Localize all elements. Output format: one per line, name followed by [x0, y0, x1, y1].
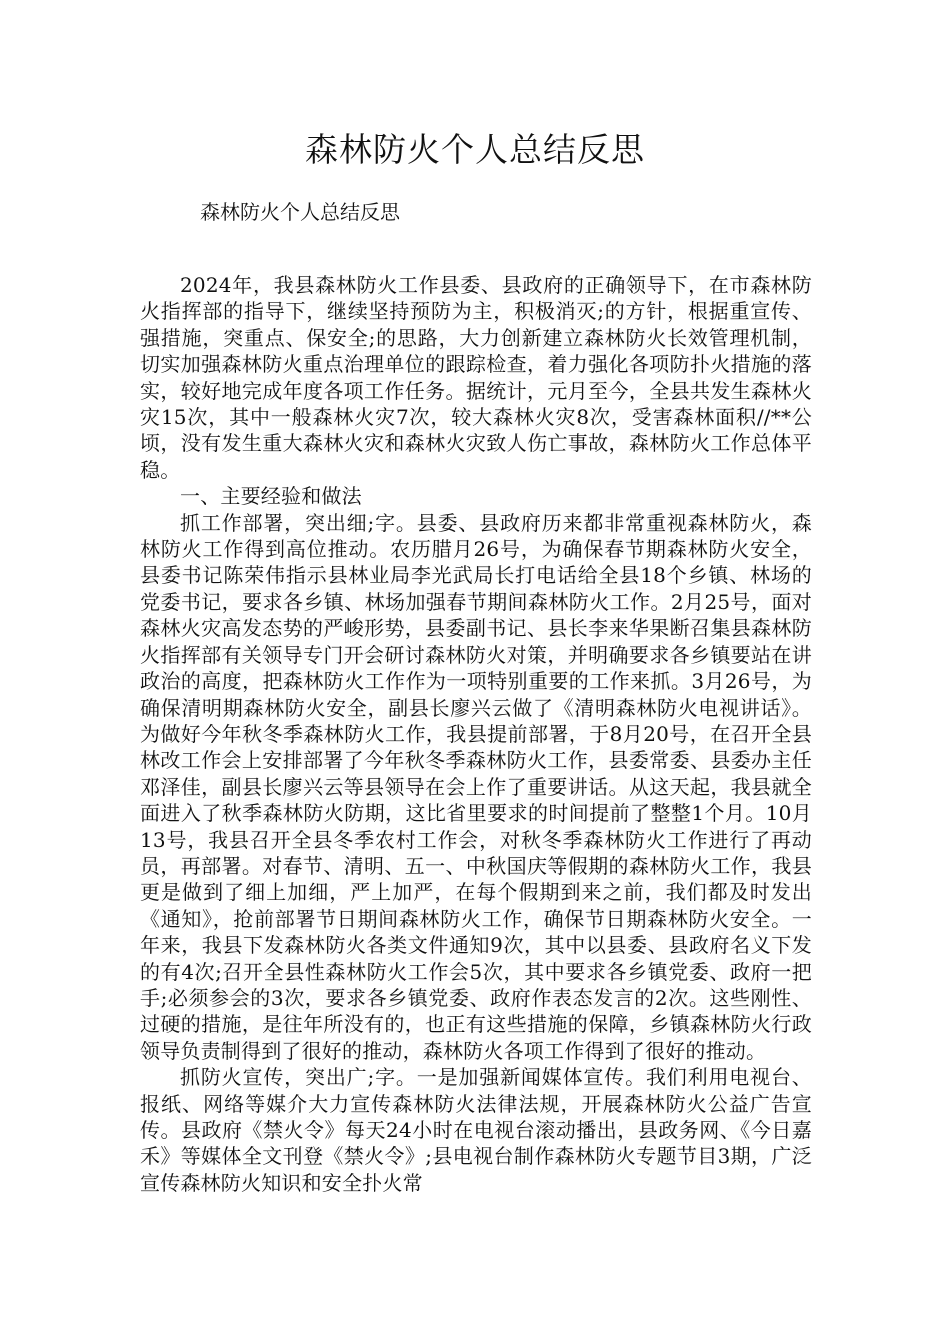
- section-heading: 一、主要经验和做法: [180, 484, 362, 509]
- paragraph-intro: 2024年，我县森林防火工作县委、县政府的正确领导下，在市森林防火指挥部的指导下，继续坚持预防为主，积极消灭;的方针，根据重宣传、强措施，突重点、保安全;的思路，大力创新建立森林防火长效管理机制，切实加强森林防火重点治理单位的跟踪检查，着力强化各项防扑火措施的落实，较好地完成年度各项工作任务。据统计，元月至今，全县共发生森林火灾15次，其中一般森林火灾7次，较大森林火灾8次，受害森林面积//**公顷，没有发生重大森林火灾和森林火灾致人伤亡事故，森林防火工作总体平稳。: [140, 273, 812, 482]
- document-subtitle: 森林防火个人总结反思: [200, 200, 400, 224]
- paragraph-fire-publicity: 抓防火宣传，突出广;字。一是加强新闻媒体宣传。我们利用电视台、报纸、网络等媒介大力宣传森林防火法律法规，开展森林防火公益广告宣传。县政府《禁火令》每天24小时在电视台滚动播出，县政务网、《今日嘉禾》等媒体全文刊登《禁火令》;县电视台制作森林防火专题节目3期，广泛宣传森林防火知识和安全扑火常: [140, 1065, 812, 1195]
- document-body: [140, 272, 812, 1196]
- document-title: 森林防火个人总结反思: [305, 130, 645, 169]
- paragraph-work-deployment: 抓工作部署，突出细;字。县委、县政府历来都非常重视森林防火，森林防火工作得到高位推动。农历腊月26号，为确保春节期森林防火安全，县委书记陈荣伟指示县林业局李光武局长打电话给全县18个乡镇、林场的党委书记，要求各乡镇、林场加强春节期间森林防火工作。2月25号，面对森林火灾高发态势的严峻形势，县委副书记、县长李来华果断召集县森林防火指挥部有关领导专门开会研讨森林防火对策，并明确要求各乡镇要站在讲政治的高度，把森林防火工作作为一项特别重要的工作来抓。3月26号，为确保清明期森林防火安全，副县长廖兴云做了《清明森林防火电视讲话》。为做好今年秋冬季森林防火工作，我县提前部署，于8月20号，在召开全县林改工作会上安排部署了今年秋冬季森林防火工作，县委常委、县委办主任邓泽佳，副县长廖兴云等县领导在会上作了重要讲话。从这天起，我县就全面进入了秋季森林防火防期，这比省里要求的时间提前了整整1个月。10月13号，我县召开全县冬季农村工作会，对秋冬季森林防火工作进行了再动员，再部署。对春节、清明、五一、中秋国庆等假期的森林防火工作，我县更是做到了细上加细，严上加严，在每个假期到来之前，我们都及时发出《通知》，抢前部署节日期间森林防火工作，确保节日期森林防火安全。一年来，我县下发森林防火各类文件通知9次，其中以县委、县政府名义下发的有4次;召开全县性森林防火工作会5次，其中要求各乡镇党委、政府一把手;必须参会的3次，要求各乡镇党委、政府作表态发言的2次。这些刚性、过硬的措施，是往年所没有的，也正有这些措施的保障，乡镇森林防火行政领导负责制得到了很好的推动，森林防火各项工作得到了很好的推动。: [140, 510, 812, 1063]
